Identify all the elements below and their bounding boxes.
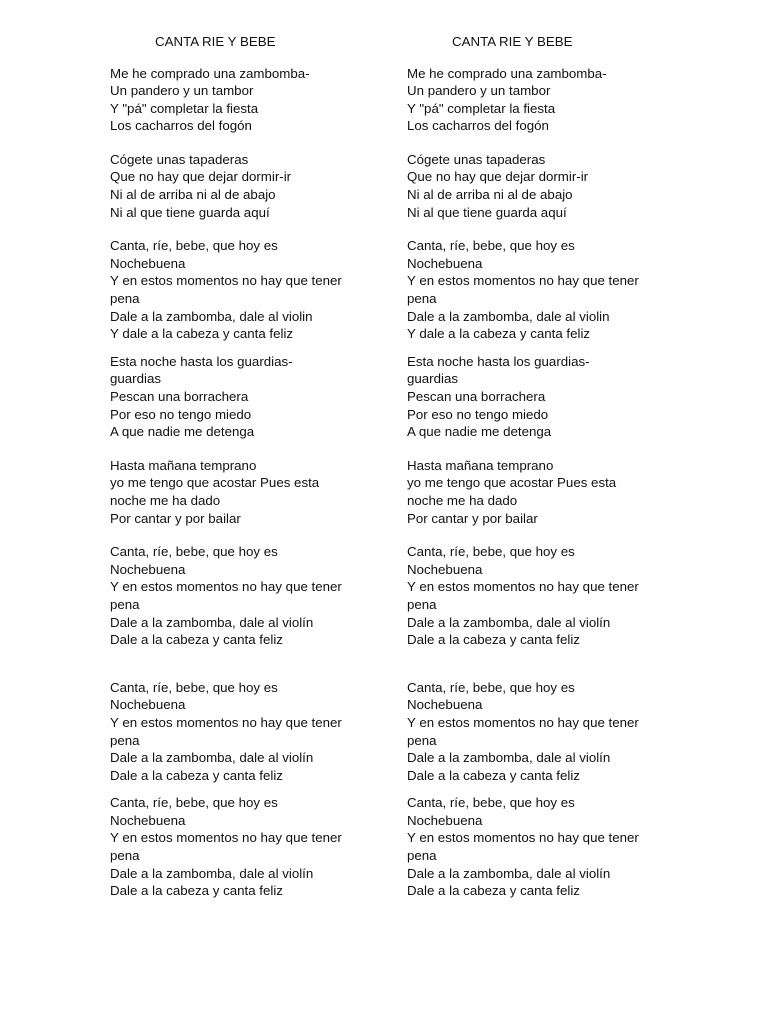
lyric-line: Por cantar y por bailar xyxy=(407,510,538,526)
lyric-line: Por cantar y por bailar xyxy=(110,510,241,526)
lyric-line: pena xyxy=(110,848,140,864)
lyric-line: pena xyxy=(407,732,437,748)
lyric-line: Un pandero y un tambor xyxy=(110,83,254,99)
lyric-line: Ni al de arriba ni al de abajo xyxy=(110,187,276,203)
lyric-line: Ni al de arriba ni al de abajo xyxy=(407,187,573,203)
lyric-line: Dale a la cabeza y canta feliz xyxy=(110,767,283,783)
lyric-line: Y dale a la cabeza y canta feliz xyxy=(407,326,591,342)
stanza xyxy=(407,237,667,343)
lyric-line: Por eso no tengo miedo xyxy=(407,406,549,422)
lyric-line: A que nadie me detenga xyxy=(110,424,255,440)
lyric-line: Canta, ríe, bebe, que hoy es xyxy=(407,238,575,254)
lyrics-column-left xyxy=(110,33,370,900)
lyric-line: Dale a la cabeza y canta feliz xyxy=(407,883,580,899)
lyric-line: Y "pá" completar la fiesta xyxy=(407,100,556,116)
lyric-line: pena xyxy=(110,732,140,748)
lyric-line: pena xyxy=(110,291,140,307)
stanza xyxy=(407,679,667,785)
lyric-line: Dale a la zambomba, dale al violín xyxy=(407,614,611,630)
lyric-line: Me he comprado una zambomba- xyxy=(110,65,310,81)
lyric-line: yo me tengo que acostar Pues esta xyxy=(407,475,617,491)
lyric-line: Y en estos momentos no hay que tener xyxy=(110,830,342,846)
lyric-line: Y en estos momentos no hay que tener xyxy=(407,714,639,730)
stanza xyxy=(110,679,370,785)
stanza xyxy=(407,151,667,221)
lyric-line: Dale a la cabeza y canta feliz xyxy=(110,632,283,648)
lyric-line: Y en estos momentos no hay que tener xyxy=(407,579,639,595)
stanza xyxy=(407,794,667,900)
lyric-line: Dale a la zambomba, dale al violín xyxy=(407,750,611,766)
song-title: CANTA RIE Y BEBE xyxy=(155,34,276,49)
lyric-line: Canta, ríe, bebe, que hoy es xyxy=(407,544,575,560)
lyric-line: Ni al que tiene guarda aquí xyxy=(407,204,567,220)
lyric-line: Dale a la cabeza y canta feliz xyxy=(407,632,580,648)
lyric-line: Y "pá" completar la fiesta xyxy=(110,100,259,116)
stanza xyxy=(110,353,370,441)
lyric-line: pena xyxy=(407,596,437,612)
lyric-line: Y en estos momentos no hay que tener xyxy=(110,273,342,289)
lyric-line: Dale a la cabeza y canta feliz xyxy=(110,883,283,899)
lyric-line: Canta, ríe, bebe, que hoy es xyxy=(407,679,575,695)
lyric-line: Cógete unas tapaderas xyxy=(407,151,546,167)
lyric-line: noche me ha dado xyxy=(407,492,518,508)
lyric-line: Y en estos momentos no hay que tener xyxy=(407,273,639,289)
lyric-line: Canta, ríe, bebe, que hoy es xyxy=(110,679,278,695)
lyric-line: guardias xyxy=(407,371,459,387)
lyric-line: guardias xyxy=(110,371,162,387)
lyric-line: pena xyxy=(110,596,140,612)
stanza xyxy=(110,237,370,343)
lyric-line: Los cacharros del fogón xyxy=(407,118,549,134)
lyric-line: Nochebuena xyxy=(407,697,483,713)
lyric-line: Me he comprado una zambomba- xyxy=(407,65,607,81)
stanza xyxy=(407,65,667,135)
lyric-line: Canta, ríe, bebe, que hoy es xyxy=(407,795,575,811)
stanza xyxy=(407,457,667,527)
lyric-line: noche me ha dado xyxy=(110,492,221,508)
lyric-line: pena xyxy=(407,291,437,307)
lyric-line: Un pandero y un tambor xyxy=(407,83,551,99)
lyric-line: Nochebuena xyxy=(110,697,186,713)
lyric-line: Pescan una borrachera xyxy=(110,389,249,404)
lyric-line: Dale a la zambomba, dale al violín xyxy=(110,614,314,630)
lyric-line: Dale a la zambomba, dale al violin xyxy=(407,308,610,324)
lyric-line: Canta, ríe, bebe, que hoy es xyxy=(110,795,278,811)
stanza xyxy=(110,65,370,135)
lyric-line: Pescan una borrachera xyxy=(407,389,546,404)
lyric-line: Nochebuena xyxy=(110,255,186,271)
lyric-line: Dale a la zambomba, dale al violin xyxy=(110,308,313,324)
lyric-line: A que nadie me detenga xyxy=(407,424,552,440)
lyric-line: Hasta mañana temprano xyxy=(407,457,554,473)
lyric-line: Y en estos momentos no hay que tener xyxy=(110,579,342,595)
lyric-line: Nochebuena xyxy=(110,812,186,828)
lyric-line: pena xyxy=(407,848,437,864)
stanza xyxy=(407,353,667,441)
lyric-line: Nochebuena xyxy=(407,812,483,828)
lyric-line: Y dale a la cabeza y canta feliz xyxy=(110,326,294,342)
lyric-line: Por eso no tengo miedo xyxy=(110,406,252,422)
stanza-list xyxy=(407,65,667,900)
stanza xyxy=(110,457,370,527)
lyric-line: Dale a la zambomba, dale al violín xyxy=(110,865,314,881)
lyric-line: Nochebuena xyxy=(407,255,483,271)
stanza xyxy=(110,794,370,900)
lyric-line: Canta, ríe, bebe, que hoy es xyxy=(110,544,278,560)
stanza xyxy=(407,543,667,649)
lyric-line: Esta noche hasta los guardias- xyxy=(110,353,293,369)
lyric-line: Dale a la zambomba, dale al violín xyxy=(407,865,611,881)
lyric-line: Ni al que tiene guarda aquí xyxy=(110,204,270,220)
lyrics-column-right xyxy=(407,33,667,900)
lyric-line: Que no hay que dejar dormir-ir xyxy=(407,169,589,185)
stanza xyxy=(110,543,370,649)
lyric-line: Dale a la cabeza y canta feliz xyxy=(407,767,580,783)
stanza xyxy=(110,151,370,221)
lyric-line: yo me tengo que acostar Pues esta xyxy=(110,475,320,491)
lyric-line: Nochebuena xyxy=(407,561,483,577)
stanza-list xyxy=(110,65,370,900)
song-title: CANTA RIE Y BEBE xyxy=(452,34,573,49)
lyric-line: Y en estos momentos no hay que tener xyxy=(407,830,639,846)
lyric-line: Cógete unas tapaderas xyxy=(110,151,249,167)
lyric-line: Dale a la zambomba, dale al violín xyxy=(110,750,314,766)
lyric-line: Canta, ríe, bebe, que hoy es xyxy=(110,238,278,254)
lyric-line: Hasta mañana temprano xyxy=(110,457,257,473)
lyric-line: Esta noche hasta los guardias- xyxy=(407,353,590,369)
lyric-line: Nochebuena xyxy=(110,561,186,577)
lyric-line: Y en estos momentos no hay que tener xyxy=(110,714,342,730)
lyric-line: Los cacharros del fogón xyxy=(110,118,252,134)
lyric-line: Que no hay que dejar dormir-ir xyxy=(110,169,292,185)
